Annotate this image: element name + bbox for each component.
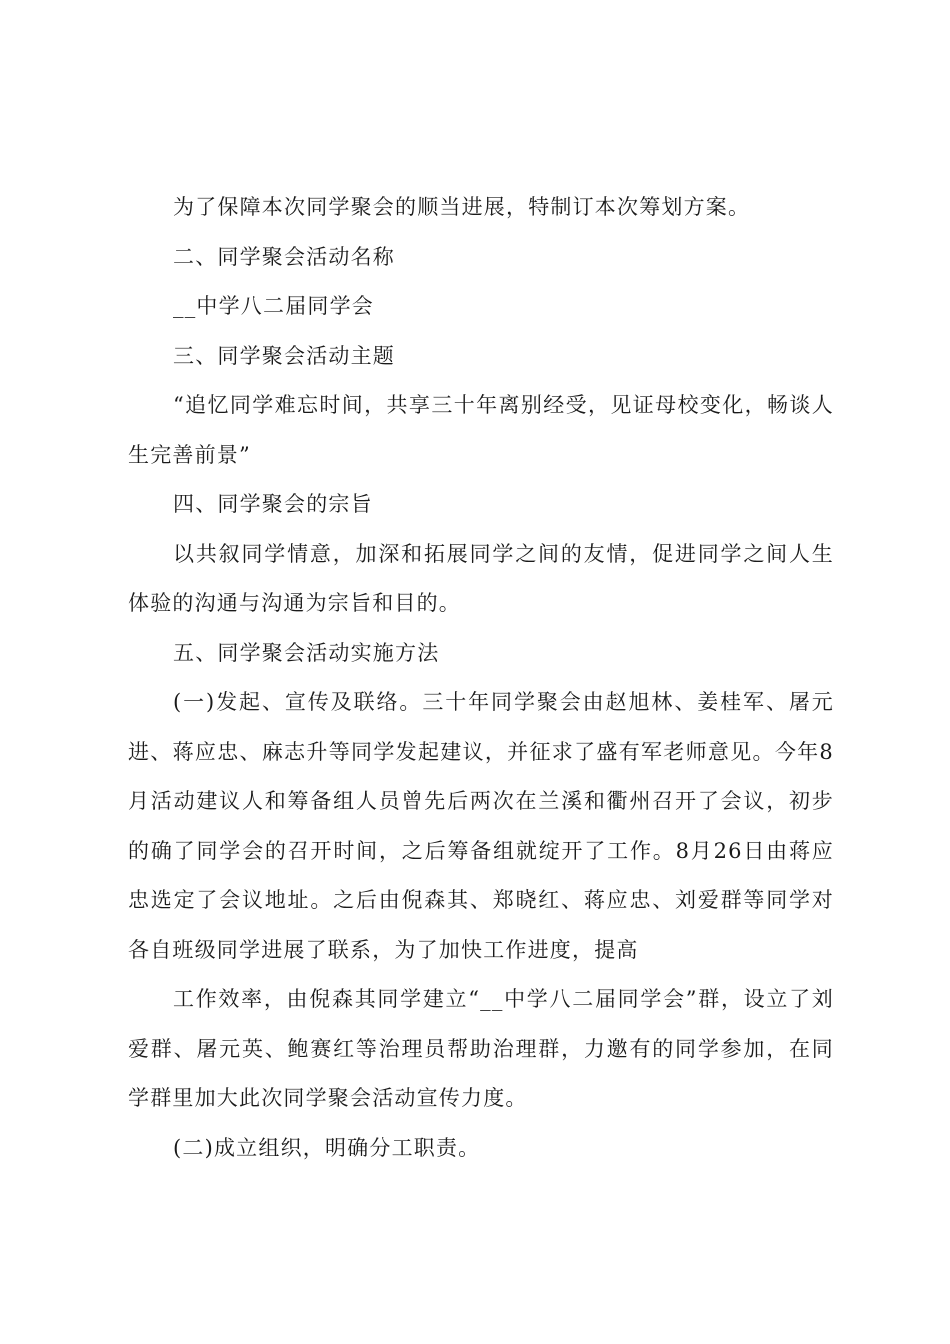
purpose-paragraph: 以共叙同学情意，加深和拓展同学之间的友情，促进同学之间人生体验的沟通与沟通为宗旨和目的。 [128,541,834,615]
implementation-paragraph-1: (一)发起、宣传及联络。三十年同学聚会由赵旭林、姜桂军、屠元进、蒋应忠、麻志升等同学发起建议，并征求了盛有军老师意见。今年8月活动建议人和筹备组人员曾先后两次在兰溪和衢州召开了会议，初步的确了同学会的召开时间，之后筹备组就绽开了工作。8月26日由蒋应忠选定了会议地址。之后由倪森其、郑晓红、蒋应忠、刘爱群等同学对各自班级同学进展了联系，为了加快工作进度，提高 [128,690,834,962]
section-heading-activity-name: 二、同学聚会活动名称 [173,244,395,269]
section-heading-activity-theme: 三、同学聚会活动主题 [173,343,395,368]
document-body [128,183,834,1173]
implementation-paragraph-2: 工作效率，由倪森其同学建立“__中学八二届同学会”群，设立了刘爱群、屠元英、鲍赛红等治理员帮助治理群，力邀有的同学参加，在同学群里加大此次同学聚会活动宣传力度。 [128,987,834,1110]
activity-theme-paragraph: “追忆同学难忘时间，共享三十年离别经受，见证母校变化，畅谈人生完善前景” [128,393,834,467]
subsection-organization: (二)成立组织，明确分工职责。 [173,1135,481,1160]
section-heading-implementation: 五、同学聚会活动实施方法 [173,640,440,665]
activity-name-paragraph: __中学八二届同学会 [173,294,374,318]
section-heading-purpose: 四、同学聚会的宗旨 [173,492,373,516]
intro-paragraph: 为了保障本次同学聚会的顺当进展，特制订本次筹划方案。 [173,195,751,219]
